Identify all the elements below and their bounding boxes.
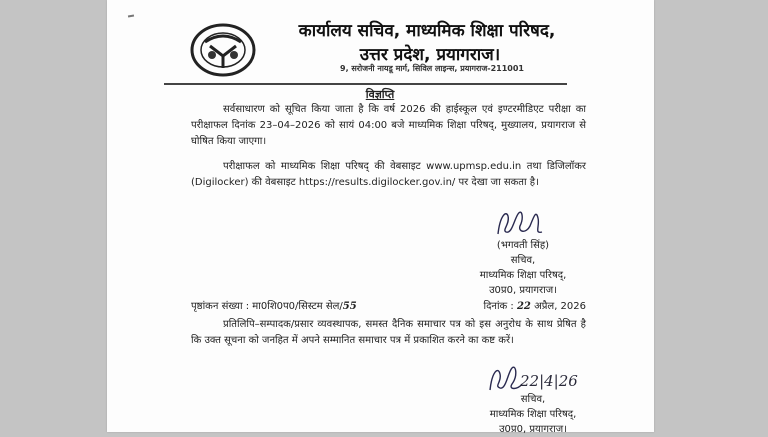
reference-date-label: दिनांक : [483,301,514,312]
copy-paragraph-text: प्रतिलिपि–सम्पादक/प्रसार व्यवस्थापक, समस्त दैनिक समाचार पत्र को इस अनुरोध के साथ प्रेषित है कि उक्त सूचना को जनहित में अपने सम्मानित समाचार पत्र में प्रकाशित करने का कष्ट करें। [191,319,586,346]
signatory-name: (भगवती सिंह) [496,240,550,251]
signatory-block-2 [478,392,588,437]
notice-paragraph-2 [191,159,586,191]
signature-icon [488,206,548,238]
copy-paragraph [191,317,586,349]
reference-date-rest: अप्रैल, 2026 [534,301,586,312]
notice-paragraph-2-text: परीक्षाफल को माध्यमिक शिक्षा परिषद् की वेबसाइट www.upmsp.edu.in तथा डिजिलॉकर (Digilocker) की वेबसाइट https://results.digilocker.gov.in/ पर देखा जा सकता है। [191,161,586,188]
office-title-line1: कार्यालय सचिव, माध्यमिक शिक्षा परिषद, [298,21,556,41]
signatory-org: माध्यमिक शिक्षा परिषद्, [479,270,567,281]
reference-date-day: 22 [516,301,531,312]
reference-number-label: पृष्ठांकन संख्या : मा0शि0प0/सिस्टम सेल/ [191,301,343,312]
notice-paragraph-1-text: सर्वसाधारण को सूचित किया जाता है कि वर्ष 2026 की हाईस्कूल एवं इण्टरमीडिएट परीक्षा का परीक्षाफल दिनांक 23–04–2026 को सायं 04:00 बजे माध्यमिक शिक्षा परिषद्, मुख्यालय, प्रयागराज से घोषित किया जाएगा। [191,104,586,147]
signatory-place: उ0प्र0, प्रयागराज। [499,424,567,435]
office-title-line2: उत्तर प्रदेश, प्रयागराज। [359,45,501,65]
office-address: 9, सरोजनी नायडू मार्ग, सिविल लाइन्स, प्रयागराज-211001 [340,64,524,73]
up-board-emblem-icon [188,22,258,78]
reference-date [484,298,587,312]
signatory-place: उ0प्र0, प्रयागराज। [489,285,557,296]
header-divider [164,83,567,85]
signatory-designation: सचिव, [520,394,546,405]
notice-title: विज्ञप्ति [365,88,395,101]
notice-paragraph-1 [191,102,586,150]
signatory-org: माध्यमिक शिक्षा परिषद्, [489,409,577,420]
reference-number-value: 55 [342,301,357,312]
handwritten-date: 22|4|26 [520,372,578,390]
signatory-block-1 [468,238,578,298]
reference-number [191,298,357,312]
signatory-designation: सचिव, [510,255,536,266]
